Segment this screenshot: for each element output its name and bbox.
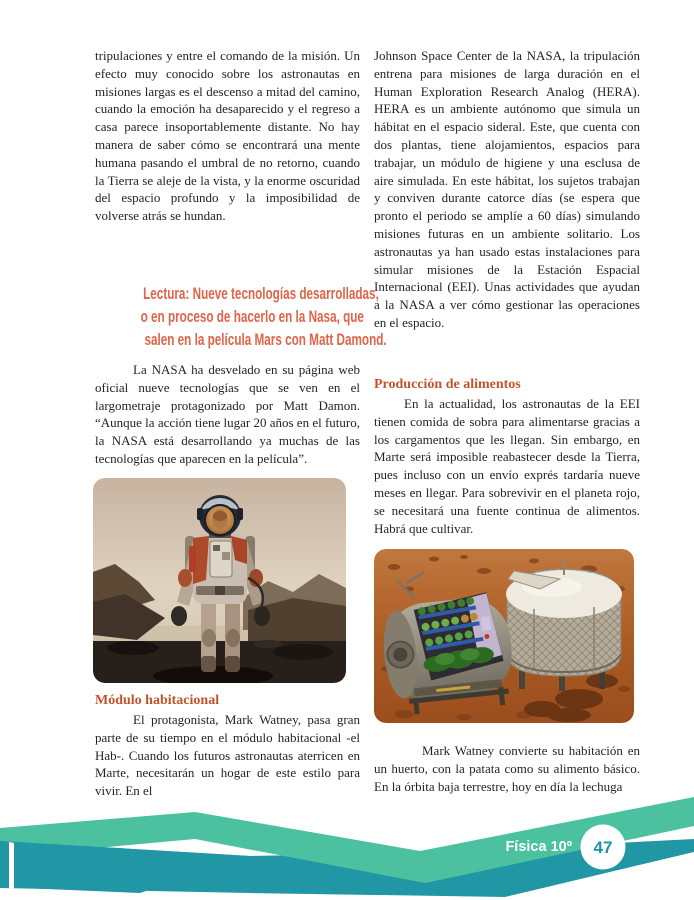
left-paragraph-3: El protagonista, Mark Watney, pasa gran parte de su tiempo en el módulo habitacional -el Hab-. Cuando los futuros astronautas aterricen en Marte, necesitarán un hogar de este estilo para vivir. En el bbox=[95, 712, 360, 799]
lectura-heading-line-1: Lectura: Nueve tecnologías desarrolladas, bbox=[143, 285, 379, 303]
food-section-heading: Producción de alimentos bbox=[374, 377, 521, 392]
right-paragraph-2: En la actualidad, los astronautas de la EEI tienen comida de sobra para alimentarse gracias a los cargamentos que les llegan. Sin embargo, en Marte será imposible reabastecer desde la Tierra, pues incluso con un envío exprés tardaría nueve meses en llegar. Para sobrevivir en el planeta rojo, se necesitará una fuente continua de alimentos. Habrá que cultivar. bbox=[374, 396, 640, 536]
mars-greenhouse-figure bbox=[374, 549, 634, 723]
left-paragraph-2: La NASA ha desvelado en su página web oficial nueve tecnologías que se ven en el largometraje protagonizado por Matt Damon. “Aunque la acción tiene lugar 20 años en el futuro, la NASA está desarrollando ya muchas de las tecnologías que aparecen en la película”. bbox=[95, 362, 360, 466]
footer-white-stripe bbox=[9, 842, 14, 889]
right-paragraph-3: Mark Watney convierte su habitación en un huerto, con la patata como su alimento básico. En la órbita baja terrestre, hoy en día la lechuga bbox=[374, 743, 640, 794]
lectura-heading bbox=[95, 283, 387, 352]
mars-greenhouse-image bbox=[374, 549, 634, 723]
mars-astronaut-figure bbox=[93, 478, 346, 683]
footer-ribbon bbox=[0, 795, 694, 900]
module-section-heading: Módulo habitacional bbox=[95, 693, 220, 708]
lectura-heading-line-2: o en proceso de hacerlo en la Nasa, que bbox=[140, 308, 364, 326]
footer-course-label: Física 10º bbox=[505, 839, 572, 855]
mars-astronaut-image bbox=[93, 478, 346, 683]
page-number: 47 bbox=[593, 838, 613, 857]
storage-tank bbox=[506, 557, 622, 691]
lectura-heading-line-3: salen en la película Mars con Matt Damond. bbox=[144, 331, 387, 349]
left-paragraph-1: tripulaciones y entre el comando de la misión. Un efecto muy conocido sobre los astronautas en misiones largas es el descenso a mitad del camino, cuando la emoción ha desaparecido y el regreso a casa parece insoportablemente distante. No hay manera de saber cómo se encontrará una mente humana pasando el umbral de no retorno, cuando la Tierra se aleje de la vista, y la enorme oscuridad del espacio profundo y la imposibilidad de volverse atrás se hundan. bbox=[95, 48, 360, 224]
right-paragraph-1: Johnson Space Center de la NASA, la tripulación entrena para misiones de larga duración en el Human Exploration Research Analog (HERA). HERA es un ambiente autónomo que simula un hábitat en el espacio sideral. Este, que cuenta con dos plantas, tiene alojamientos, espacios para trabajar, un módulo de higiene y una esclusa de aire simulada. En este hábitat, los sujetos trabajan y conviven durante catorce días (se espera que pronto el periodo se amplíe a 60 días) simulando misiones futuras en un ambiente solitario. Los astronautas ya han usado estas instalaciones para simular misiones de la Estación Espacial Internacional (EEI). Unas actividades que ayudan a la NASA a ver cómo gestionar las operaciones en el espacio. bbox=[374, 48, 640, 330]
